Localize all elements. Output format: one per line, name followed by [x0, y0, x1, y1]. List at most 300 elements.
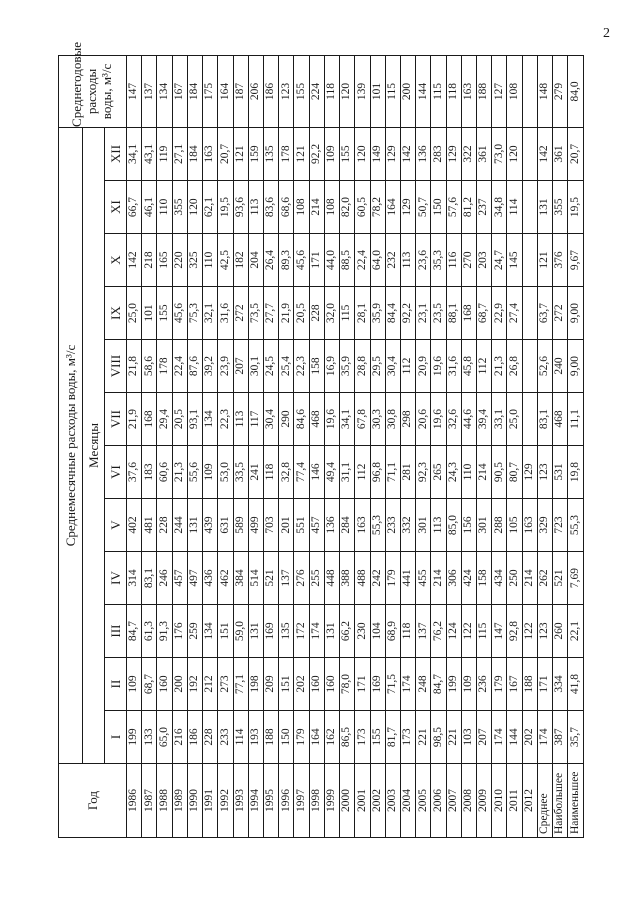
value-cell: 110: [203, 234, 218, 287]
value-cell: 172: [294, 605, 309, 658]
value-cell: 31,6: [218, 287, 233, 340]
value-cell: 93,6: [233, 181, 248, 234]
year-cell: 1987: [142, 764, 157, 838]
value-cell: 32,0: [324, 287, 339, 340]
annual-cell: 200: [400, 55, 415, 127]
value-cell: 77,4: [294, 446, 309, 499]
annual-cell: 206: [248, 55, 263, 127]
table-row: [233, 55, 248, 837]
value-cell: 214: [522, 552, 537, 605]
value-cell: 276: [294, 552, 309, 605]
value-cell: 62,1: [203, 181, 218, 234]
value-cell: 83,1: [142, 552, 157, 605]
year-cell: 2003: [385, 764, 400, 838]
annual-cell: 164: [218, 55, 233, 127]
month-header: XII: [105, 127, 127, 180]
value-cell: 228: [157, 499, 172, 552]
value-cell: 186: [187, 711, 202, 764]
value-cell: 76,2: [431, 605, 446, 658]
month-header: IX: [105, 287, 127, 340]
value-cell: 329: [537, 499, 552, 552]
value-cell: 150: [279, 711, 294, 764]
value-cell: 250: [507, 552, 522, 605]
value-cell: 89,3: [279, 234, 294, 287]
value-cell: 31,6: [446, 340, 461, 393]
value-cell: [522, 127, 537, 180]
value-cell: 25,0: [127, 287, 142, 340]
value-cell: 22,3: [218, 393, 233, 446]
value-cell: 202: [522, 711, 537, 764]
value-cell: 149: [370, 127, 385, 180]
value-cell: 112: [477, 340, 492, 393]
value-cell: 129: [446, 127, 461, 180]
table-row: [568, 55, 584, 837]
month-header: VII: [105, 393, 127, 446]
value-cell: 92,8: [507, 605, 522, 658]
value-cell: 114: [233, 711, 248, 764]
value-cell: 112: [400, 340, 415, 393]
value-cell: 33,5: [233, 446, 248, 499]
value-cell: 322: [461, 127, 476, 180]
value-cell: 137: [279, 552, 294, 605]
value-cell: 34,8: [492, 181, 507, 234]
value-cell: 178: [157, 340, 172, 393]
value-cell: 169: [370, 658, 385, 711]
value-cell: 384: [233, 552, 248, 605]
value-cell: 201: [279, 499, 294, 552]
value-cell: 150: [431, 181, 446, 234]
table-row: [537, 55, 552, 837]
value-cell: 64,0: [370, 234, 385, 287]
value-cell: 26,8: [507, 340, 522, 393]
value-cell: 167: [507, 658, 522, 711]
value-cell: 113: [400, 234, 415, 287]
value-cell: 129: [522, 446, 537, 499]
value-cell: 55,3: [568, 499, 584, 552]
value-cell: 179: [492, 658, 507, 711]
value-cell: 123: [537, 446, 552, 499]
value-cell: 92,2: [400, 287, 415, 340]
value-cell: 113: [248, 181, 263, 234]
value-cell: 448: [324, 552, 339, 605]
value-cell: 298: [400, 393, 415, 446]
annual-cell: 127: [492, 55, 507, 127]
value-cell: 455: [416, 552, 431, 605]
value-cell: 122: [522, 605, 537, 658]
value-cell: 631: [218, 499, 233, 552]
value-cell: 52,6: [537, 340, 552, 393]
value-cell: 129: [400, 181, 415, 234]
value-cell: 135: [279, 605, 294, 658]
year-cell: 2010: [492, 764, 507, 838]
value-cell: 160: [309, 658, 324, 711]
annual-cell: 184: [187, 55, 202, 127]
value-cell: 521: [553, 552, 568, 605]
value-cell: 163: [203, 127, 218, 180]
month-header: XI: [105, 181, 127, 234]
value-cell: 28,8: [355, 340, 370, 393]
value-cell: 121: [537, 234, 552, 287]
value-cell: 22,3: [294, 340, 309, 393]
value-cell: 20,5: [294, 287, 309, 340]
value-cell: 169: [263, 605, 278, 658]
year-cell: 1995: [263, 764, 278, 838]
value-cell: 164: [385, 181, 400, 234]
value-cell: 179: [385, 552, 400, 605]
table-row: [355, 55, 370, 837]
year-cell: 2002: [370, 764, 385, 838]
table-row: [461, 55, 476, 837]
value-cell: 260: [553, 605, 568, 658]
year-cell: 2007: [446, 764, 461, 838]
value-cell: 703: [263, 499, 278, 552]
value-cell: 35,9: [340, 340, 355, 393]
value-cell: 85,0: [446, 499, 461, 552]
value-cell: 109: [461, 658, 476, 711]
value-cell: 66,2: [340, 605, 355, 658]
table-row: [187, 55, 202, 837]
value-cell: 119: [157, 127, 172, 180]
month-header: IV: [105, 552, 127, 605]
value-cell: 241: [248, 446, 263, 499]
table-row: [507, 55, 522, 837]
value-cell: 184: [187, 127, 202, 180]
value-cell: 183: [142, 446, 157, 499]
value-cell: 214: [431, 552, 446, 605]
value-cell: 115: [477, 605, 492, 658]
value-cell: 110: [461, 446, 476, 499]
value-cell: 514: [248, 552, 263, 605]
value-cell: 121: [233, 127, 248, 180]
value-cell: 21,3: [172, 446, 187, 499]
value-cell: 468: [309, 393, 324, 446]
value-cell: 84,6: [294, 393, 309, 446]
value-cell: 25,0: [507, 393, 522, 446]
year-cell: 2005: [416, 764, 431, 838]
year-cell: 1999: [324, 764, 339, 838]
value-cell: 218: [142, 234, 157, 287]
value-cell: 174: [492, 711, 507, 764]
value-cell: 35,3: [431, 234, 446, 287]
value-cell: 145: [507, 234, 522, 287]
value-cell: 283: [431, 127, 446, 180]
value-cell: 68,6: [279, 181, 294, 234]
table-row: [400, 55, 415, 837]
value-cell: 23,1: [416, 287, 431, 340]
value-cell: 123: [537, 605, 552, 658]
annual-cell: 148: [537, 55, 552, 127]
value-cell: 42,5: [218, 234, 233, 287]
year-cell: 2011: [507, 764, 522, 838]
value-cell: 179: [294, 711, 309, 764]
annual-header: Среднегодовые расходы воды, м³/с: [59, 55, 127, 127]
year-cell: 1996: [279, 764, 294, 838]
value-cell: 45,6: [294, 234, 309, 287]
value-cell: 233: [218, 711, 233, 764]
value-cell: 402: [127, 499, 142, 552]
month-header: I: [105, 711, 127, 764]
table-row: [157, 55, 172, 837]
year-cell: Наименьшее: [568, 764, 584, 838]
value-cell: 136: [416, 127, 431, 180]
value-cell: [522, 234, 537, 287]
water-discharge-table: [58, 41, 584, 838]
value-cell: 151: [279, 658, 294, 711]
annual-cell: 155: [294, 55, 309, 127]
value-cell: 220: [172, 234, 187, 287]
value-cell: 35,7: [568, 711, 584, 764]
value-cell: 27,7: [263, 287, 278, 340]
table-row: [142, 55, 157, 837]
value-cell: 50,7: [416, 181, 431, 234]
annual-cell: 115: [431, 55, 446, 127]
value-cell: 46,1: [142, 181, 157, 234]
value-cell: 20,5: [172, 393, 187, 446]
value-cell: 109: [324, 127, 339, 180]
value-cell: 101: [142, 287, 157, 340]
value-cell: 24,3: [446, 446, 461, 499]
value-cell: 39,2: [203, 340, 218, 393]
year-cell: 2008: [461, 764, 476, 838]
value-cell: [522, 393, 537, 446]
annual-cell: 120: [340, 55, 355, 127]
table-row: [553, 55, 568, 837]
annual-cell: 118: [324, 55, 339, 127]
annual-cell: 139: [355, 55, 370, 127]
value-cell: 21,9: [279, 287, 294, 340]
value-cell: 168: [461, 287, 476, 340]
value-cell: 436: [203, 552, 218, 605]
year-cell: Среднее: [537, 764, 552, 838]
value-cell: 110: [157, 181, 172, 234]
value-cell: 131: [537, 181, 552, 234]
value-cell: 203: [477, 234, 492, 287]
value-cell: 71,5: [385, 658, 400, 711]
value-cell: 551: [294, 499, 309, 552]
monthly-header: Среднемесячные расходы воды, м³/с: [59, 127, 83, 763]
annual-cell: 115: [385, 55, 400, 127]
value-cell: 98,5: [431, 711, 446, 764]
value-cell: 457: [172, 552, 187, 605]
value-cell: 244: [172, 499, 187, 552]
annual-cell: 108: [507, 55, 522, 127]
value-cell: 55,6: [187, 446, 202, 499]
value-cell: 117: [248, 393, 263, 446]
value-cell: 57,6: [446, 181, 461, 234]
months-group-header: Месяцы: [83, 127, 105, 763]
value-cell: 131: [187, 499, 202, 552]
table-row: [248, 55, 263, 837]
year-cell: 2004: [400, 764, 415, 838]
value-cell: 11,1: [568, 393, 584, 446]
value-cell: 306: [446, 552, 461, 605]
value-cell: 34,1: [340, 393, 355, 446]
month-header: VIII: [105, 340, 127, 393]
value-cell: 20,7: [568, 127, 584, 180]
value-cell: 221: [416, 711, 431, 764]
annual-cell: 175: [203, 55, 218, 127]
value-cell: 25,4: [279, 340, 294, 393]
value-cell: 137: [416, 605, 431, 658]
value-cell: 66,7: [127, 181, 142, 234]
value-cell: 142: [127, 234, 142, 287]
value-cell: 60,5: [355, 181, 370, 234]
value-cell: 133: [142, 711, 157, 764]
value-cell: 108: [294, 181, 309, 234]
value-cell: 29,5: [370, 340, 385, 393]
month-header: VI: [105, 446, 127, 499]
value-cell: 439: [203, 499, 218, 552]
value-cell: 159: [248, 127, 263, 180]
year-cell: 1991: [203, 764, 218, 838]
value-cell: 109: [203, 446, 218, 499]
value-cell: 68,9: [385, 605, 400, 658]
value-cell: 80,7: [507, 446, 522, 499]
value-cell: 281: [400, 446, 415, 499]
value-cell: 33,1: [492, 393, 507, 446]
value-cell: 21,9: [127, 393, 142, 446]
table-row: [324, 55, 339, 837]
value-cell: 71,1: [385, 446, 400, 499]
value-cell: 232: [385, 234, 400, 287]
value-cell: 314: [127, 552, 142, 605]
value-cell: 120: [187, 181, 202, 234]
year-cell: 1998: [309, 764, 324, 838]
value-cell: 65,0: [157, 711, 172, 764]
value-cell: 68,7: [142, 658, 157, 711]
value-cell: 84,7: [127, 605, 142, 658]
value-cell: 21,8: [127, 340, 142, 393]
value-cell: 78,2: [370, 181, 385, 234]
value-cell: 75,3: [187, 287, 202, 340]
value-cell: 273: [218, 658, 233, 711]
value-cell: 121: [294, 127, 309, 180]
value-cell: 109: [127, 658, 142, 711]
value-cell: 228: [309, 287, 324, 340]
value-cell: 19,5: [218, 181, 233, 234]
value-cell: 67,8: [355, 393, 370, 446]
year-header: Год: [59, 764, 127, 838]
value-cell: 265: [431, 446, 446, 499]
value-cell: 355: [553, 181, 568, 234]
value-cell: 91,3: [157, 605, 172, 658]
value-cell: 228: [203, 711, 218, 764]
year-cell: 1988: [157, 764, 172, 838]
value-cell: 230: [355, 605, 370, 658]
value-cell: 21,3: [492, 340, 507, 393]
value-cell: 30,4: [385, 340, 400, 393]
value-cell: 37,6: [127, 446, 142, 499]
value-cell: 334: [553, 658, 568, 711]
year-cell: 2006: [431, 764, 446, 838]
value-cell: 108: [324, 181, 339, 234]
value-cell: 441: [400, 552, 415, 605]
value-cell: 9,67: [568, 234, 584, 287]
value-cell: 134: [203, 393, 218, 446]
value-cell: 158: [309, 340, 324, 393]
value-cell: 142: [400, 127, 415, 180]
value-cell: [522, 340, 537, 393]
value-cell: 468: [553, 393, 568, 446]
value-cell: 290: [279, 393, 294, 446]
value-cell: 22,1: [568, 605, 584, 658]
value-cell: 43,1: [142, 127, 157, 180]
table-row: [127, 55, 142, 837]
year-cell: 2012: [522, 764, 537, 838]
value-cell: 155: [157, 287, 172, 340]
annual-cell: [522, 55, 537, 127]
value-cell: 93,1: [187, 393, 202, 446]
annual-cell: 147: [127, 55, 142, 127]
annual-cell: 84,0: [568, 55, 584, 127]
value-cell: 19,6: [431, 393, 446, 446]
value-cell: 131: [324, 605, 339, 658]
value-cell: 58,6: [142, 340, 157, 393]
value-cell: 248: [416, 658, 431, 711]
value-cell: 361: [553, 127, 568, 180]
value-cell: 45,8: [461, 340, 476, 393]
value-cell: 497: [187, 552, 202, 605]
value-cell: 462: [218, 552, 233, 605]
value-cell: 45,6: [172, 287, 187, 340]
value-cell: 481: [142, 499, 157, 552]
rotated-table-wrapper: [58, 41, 584, 838]
value-cell: 188: [263, 711, 278, 764]
table-row: [370, 55, 385, 837]
value-cell: 23,5: [431, 287, 446, 340]
annual-cell: 101: [370, 55, 385, 127]
value-cell: 122: [461, 605, 476, 658]
month-header: II: [105, 658, 127, 711]
value-cell: 272: [553, 287, 568, 340]
value-cell: 24,7: [492, 234, 507, 287]
value-cell: 28,1: [355, 287, 370, 340]
value-cell: 388: [340, 552, 355, 605]
value-cell: 171: [355, 658, 370, 711]
year-cell: 2009: [477, 764, 492, 838]
value-cell: 240: [553, 340, 568, 393]
value-cell: 355: [172, 181, 187, 234]
value-cell: 60,6: [157, 446, 172, 499]
value-cell: 144: [507, 711, 522, 764]
value-cell: 135: [263, 127, 278, 180]
value-cell: 136: [324, 499, 339, 552]
value-cell: 19,8: [568, 446, 584, 499]
value-cell: 24,5: [263, 340, 278, 393]
year-cell: 1986: [127, 764, 142, 838]
value-cell: 209: [263, 658, 278, 711]
value-cell: 120: [355, 127, 370, 180]
value-cell: 16,9: [324, 340, 339, 393]
value-cell: 155: [340, 127, 355, 180]
value-cell: 20,6: [416, 393, 431, 446]
month-header: III: [105, 605, 127, 658]
value-cell: 188: [522, 658, 537, 711]
value-cell: 129: [385, 127, 400, 180]
value-cell: 103: [461, 711, 476, 764]
value-cell: 156: [461, 499, 476, 552]
value-cell: 86,5: [340, 711, 355, 764]
year-cell: 1994: [248, 764, 263, 838]
value-cell: 73,0: [492, 127, 507, 180]
value-cell: 434: [492, 552, 507, 605]
value-cell: 246: [157, 552, 172, 605]
value-cell: 199: [446, 658, 461, 711]
page-number: 2: [603, 26, 610, 41]
value-cell: 82,0: [340, 181, 355, 234]
value-cell: 22,9: [492, 287, 507, 340]
value-cell: 272: [233, 287, 248, 340]
